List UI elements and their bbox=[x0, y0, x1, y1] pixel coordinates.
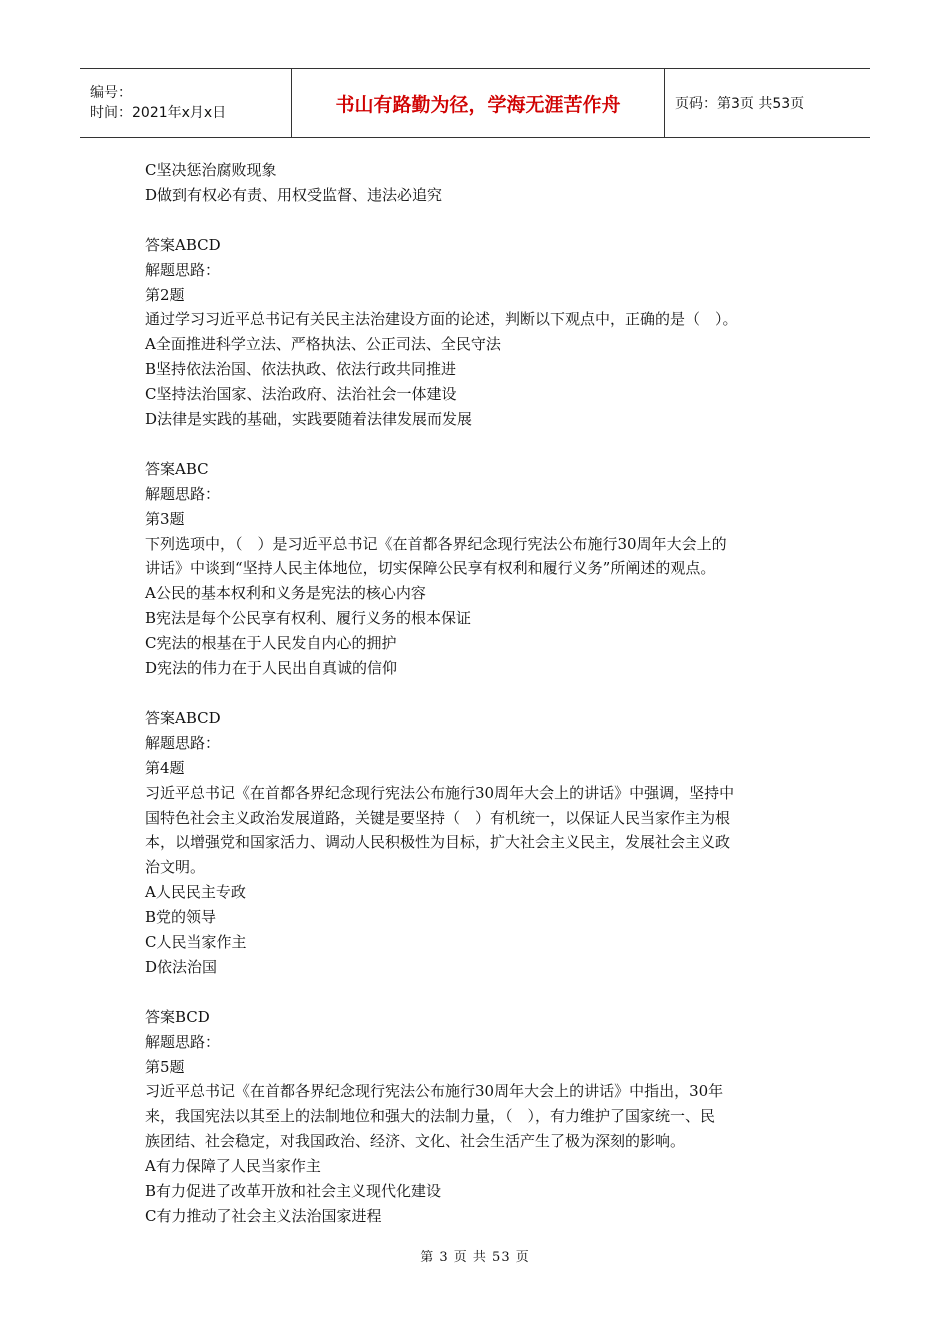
text-line: 来，我国宪法以其至上的法制地位和强大的法制力量，（ ），有力维护了国家统一、民 bbox=[145, 1107, 716, 1126]
serial-number-label: 编号： bbox=[90, 85, 132, 101]
document-body bbox=[145, 158, 815, 1229]
text-line: 答案BCD bbox=[145, 1007, 210, 1026]
text-line: 讲话》中谈到“坚持人民主体地位，切实保障公民享有权利和履行义务”所阐述的观点。 bbox=[145, 559, 716, 578]
header-page-info: 页码：第3页 共53页 bbox=[675, 96, 805, 112]
text-line: 答案ABCD bbox=[145, 235, 221, 254]
text-line: 本，以增强党和国家活力、调动人民积极性为目标，扩大社会主义民主，发展社会主义政 bbox=[145, 833, 731, 852]
text-line: 第3题 bbox=[145, 509, 185, 528]
text-line: D宪法的伟力在于人民出自真诚的信仰 bbox=[145, 659, 398, 678]
blank-line bbox=[145, 980, 815, 1005]
text-line: C宪法的根基在于人民发自内心的拥护 bbox=[145, 634, 397, 653]
text-line: 第4题 bbox=[145, 758, 185, 777]
text-line: 通过学习习近平总书记有关民主法治建设方面的论述，判断以下观点中，正确的是（ ）。 bbox=[145, 310, 738, 329]
text-line: B有力促进了改革开放和社会主义现代化建设 bbox=[145, 1182, 442, 1201]
text-line: 答案ABC bbox=[145, 459, 209, 478]
header-motto: 书山有路勤为径，学海无涯苦作舟 bbox=[292, 69, 665, 137]
blank-line bbox=[145, 432, 815, 457]
text-line: 解题思路： bbox=[145, 260, 221, 279]
text-line: 解题思路： bbox=[145, 733, 221, 752]
text-line: B党的领导 bbox=[145, 908, 217, 927]
text-line: 解题思路： bbox=[145, 484, 221, 503]
text-line: C有力推动了社会主义法治国家进程 bbox=[145, 1207, 382, 1225]
header-meta bbox=[80, 69, 292, 137]
text-line: 习近平总书记《在首都各界纪念现行宪法公布施行30周年大会上的讲话》中指出，30年 bbox=[145, 1082, 724, 1101]
text-line: D法律是实践的基础，实践要随着法律发展而发展 bbox=[145, 410, 473, 429]
text-line: 国特色社会主义政治发展道路，关键是要坚持（ ）有机统一，以保证人民当家作主为根 bbox=[145, 808, 731, 827]
text-line: 第2题 bbox=[145, 285, 185, 304]
text-line: B坚持依法治国、依法执政、依法行政共同推进 bbox=[145, 360, 457, 379]
text-line: A有力保障了人民当家作主 bbox=[145, 1157, 321, 1176]
page-footer: 第 3 页 共 53 页 bbox=[420, 1250, 530, 1265]
document-header bbox=[80, 68, 870, 138]
text-line: 下列选项中，（ ）是习近平总书记《在首都各界纪念现行宪法公布施行30周年大会上的 bbox=[145, 534, 727, 553]
text-line: B宪法是每个公民享有权利、履行义务的根本保证 bbox=[145, 609, 472, 628]
text-line: 治文明。 bbox=[145, 858, 206, 877]
text-line: A全面推进科学立法、严格执法、公正司法、全民守法 bbox=[145, 335, 501, 354]
text-line: 习近平总书记《在首都各界纪念现行宪法公布施行30周年大会上的讲话》中强调，坚持中 bbox=[145, 783, 735, 802]
text-line: D依法治国 bbox=[145, 957, 218, 976]
text-line: A人民民主专政 bbox=[145, 883, 246, 902]
text-line: 第5题 bbox=[145, 1057, 185, 1076]
text-line: C人民当家作主 bbox=[145, 933, 247, 952]
text-line: C坚决惩治腐败现象 bbox=[145, 161, 277, 179]
text-line: D做到有权必有责、用权受监督、违法必追究 bbox=[145, 185, 443, 204]
text-line: 答案ABCD bbox=[145, 708, 221, 727]
text-line: C坚持法治国家、法治政府、法治社会一体建设 bbox=[145, 385, 457, 404]
text-line: 族团结、社会稳定，对我国政治、经济、文化、社会生活产生了极为深刻的影响。 bbox=[145, 1132, 686, 1151]
text-line: 解题思路： bbox=[145, 1032, 221, 1051]
blank-line bbox=[145, 208, 815, 233]
blank-line bbox=[145, 681, 815, 706]
date-line: 时间：2021年x月x日 bbox=[90, 105, 227, 121]
text-line: A公民的基本权利和义务是宪法的核心内容 bbox=[145, 584, 426, 603]
